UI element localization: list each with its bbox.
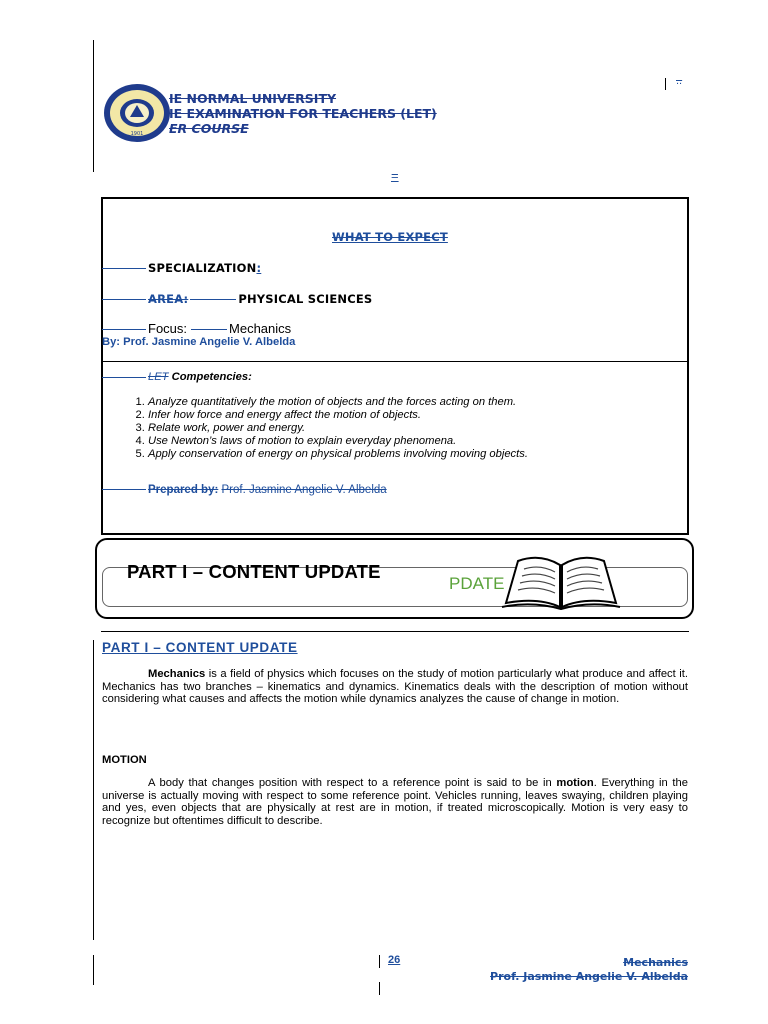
header-line-3: ER COURSE <box>169 121 249 136</box>
specialization-colon: : <box>256 261 262 275</box>
competencies-prefix: LET <box>148 371 169 383</box>
strike-prefix <box>102 299 146 300</box>
left-margin-line-mid <box>93 640 94 940</box>
specialization-row <box>102 261 261 275</box>
specialization-label: SPECIALIZATION <box>148 261 257 275</box>
focus-label: Focus: <box>148 321 188 336</box>
center-mark: = <box>391 168 399 183</box>
footer-subject: Mechanics <box>623 956 688 969</box>
motion-term: motion <box>556 777 594 789</box>
competencies-list <box>122 396 688 461</box>
competency-item: 5. Apply conservation of energy on physical problems involving moving objects. <box>148 448 688 461</box>
motion-paragraph <box>102 777 688 827</box>
open-book-icon <box>500 551 622 611</box>
header-line-2: IE EXAMINATION FOR TEACHERS (LET) <box>169 106 437 121</box>
focus-row <box>102 321 291 336</box>
section-title: PART I – CONTENT UPDATE <box>102 640 298 655</box>
area-row <box>102 292 372 306</box>
footer-bar-bottom <box>379 982 380 995</box>
motion-text-1: A body that changes position with respect to a reference point is said to be in <box>148 777 557 789</box>
banner-ghost-text: PDATE <box>449 574 505 593</box>
footer-bar <box>379 955 380 968</box>
banner-title: PART I – CONTENT UPDATE <box>127 561 381 582</box>
mechanics-text: is a field of physics which focuses on the study of motion particularly what produce and affect it. Mechanics has two branches – kinematics and dynamics. Kinematics deals with the description of motion without considering what causes and affects the motion while dynamics analyzes the cause of change in motion. <box>102 668 688 706</box>
byline: By: Prof. Jasmine Angelie V. Albelda <box>102 336 296 348</box>
prepared-value: Prof. Jasmine Angelie V. Albelda <box>221 484 387 496</box>
motion-heading: MOTION <box>102 754 147 766</box>
strike-prefix <box>102 329 146 330</box>
motion-text-2: . Everything in the universe is actually moving with respect to some reference point. Vehicles running, leaves swaying, children playing and yes, even objects that are physically at rest are in motion, if treated microscopically. Motion is very easy to recognize but oftentimes difficult to describe. <box>102 777 688 827</box>
left-margin-line-top <box>93 40 94 172</box>
top-right-mark: .. <box>676 75 683 87</box>
top-right-bar <box>665 78 666 90</box>
strike-prefix <box>102 377 146 378</box>
prepared-label: Prepared by: <box>148 484 219 496</box>
competency-item: 1. Analyze quantitatively the motion of objects and the forces acting on them. <box>148 396 688 409</box>
left-margin-line-bottom <box>93 955 94 985</box>
competency-item: 4. Use Newton’s laws of motion to explain everyday phenomena. <box>148 435 688 448</box>
svg-text:1901: 1901 <box>130 131 144 137</box>
strike-gap <box>191 329 227 330</box>
competencies-heading <box>102 371 252 383</box>
area-value: PHYSICAL SCIENCES <box>238 292 373 306</box>
focus-value: Mechanics <box>229 321 292 336</box>
box-divider <box>101 361 689 362</box>
strike-prefix <box>102 268 146 269</box>
mechanics-paragraph <box>102 668 688 706</box>
footer-author: Prof. Jasmine Angelie V. Albelda <box>490 970 688 983</box>
what-to-expect-title: WHAT TO EXPECT <box>332 230 448 244</box>
competency-item: 3. Relate work, power and energy. <box>148 422 688 435</box>
section-top-rule <box>101 631 689 632</box>
mechanics-term: Mechanics <box>148 668 206 680</box>
prepared-by-row <box>102 484 387 496</box>
competencies-label: Competencies: <box>171 371 252 383</box>
competency-item: 2. Infer how force and energy affect the motion of objects. <box>148 409 688 422</box>
area-label: AREA: <box>148 292 189 306</box>
strike-prefix <box>102 489 146 490</box>
strike-gap <box>190 299 236 300</box>
university-seal <box>103 83 171 143</box>
page-number: 26 <box>388 954 401 966</box>
header-line-1: IE NORMAL UNIVERSITY <box>169 91 337 106</box>
